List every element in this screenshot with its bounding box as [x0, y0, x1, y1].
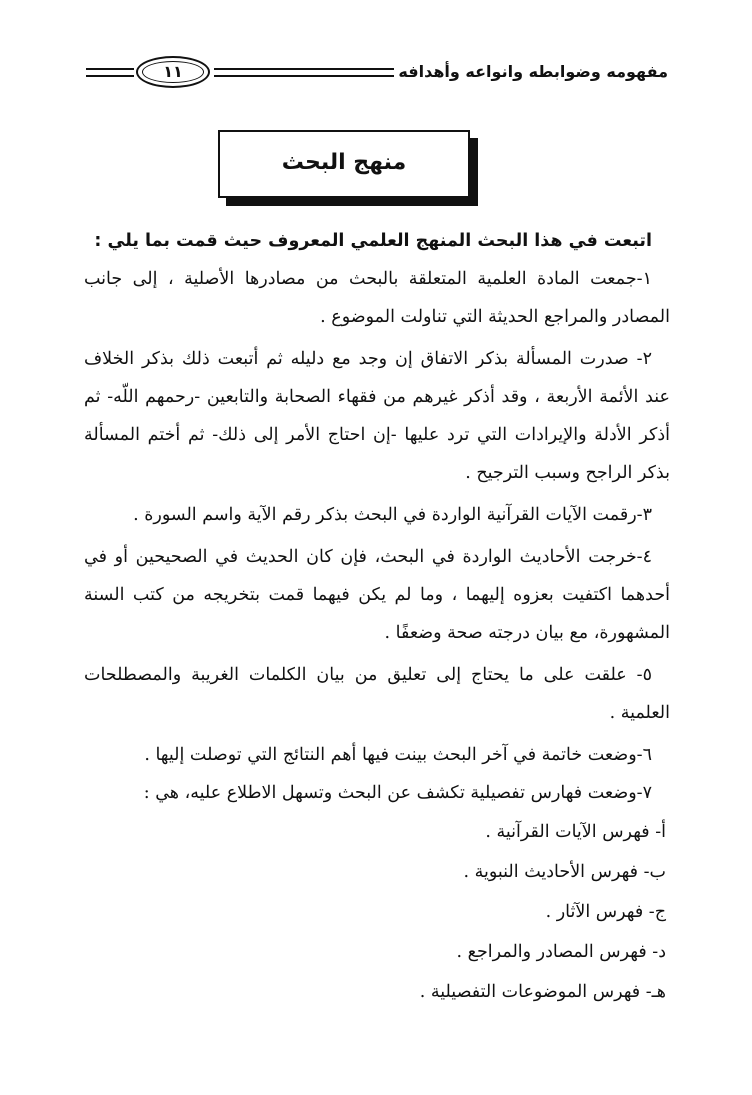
intro-paragraph: اتبعت في هذا البحث المنهج العلمي المعروف حيث قمت بما يلي : — [94, 231, 652, 251]
index-item-e: هـ- فهرس الموضوعات التفصيلية . — [419, 982, 666, 1002]
index-item-d: د- فهرس المصادر والمراجع . — [456, 942, 666, 962]
method-item-7: ٧-وضعت فهارس تفصيلية تكشف عن البحث وتسهل الاطلاع عليه، هي : — [143, 783, 652, 803]
method-item-3: ٣-رقمت الآيات القرآنية الواردة في البحث بذكر رقم الآية واسم السورة . — [133, 505, 652, 525]
method-item-1: ١-جمعت المادة العلمية المتعلقة بالبحث من مصادرها الأصلية ، إلى جانب المصادر والمراجع الحديثة التي تناولت الموضوع . — [84, 269, 670, 327]
index-item-b: ب- فهرس الأحاديث النبوية . — [463, 862, 666, 882]
index-item-a: أ- فهرس الآيات القرآنية . — [485, 822, 666, 842]
method-item-2: ٢- صدرت المسألة بذكر الاتفاق إن وجد مع دليله ثم أتبعت ذلك بذكر الخلاف عند الأئمة الأربعة ، وقد أذكر غيرهم من فقهاء الصحابة والتابعين -رحمهم اللّه- ثم أذكر الأدلة والإيرادات التي ترد عليها -إن احتاج الأمر إلى ذلك- ثم أختم المسألة بذكر الراجح وسبب الترجيح . — [84, 349, 670, 483]
page-number: ١١ — [136, 56, 210, 88]
section-title-box — [218, 130, 470, 198]
header-rule-end — [86, 68, 134, 77]
running-header — [86, 56, 668, 96]
index-item-c: ج- فهرس الآثار . — [545, 902, 666, 922]
body-text — [84, 222, 670, 1012]
method-item-4: ٤-خرجت الأحاديث الواردة في البحث، فإن كان الحديث في الصحيحين أو في أحدهما اكتفيت بعزوه إليهما ، وما لم يكن فيهما قمت بتخريجه من كتب السنة المشهورة، مع بيان درجته صحة وضعفًا . — [84, 547, 670, 643]
section-title: منهج البحث — [218, 130, 470, 198]
method-item-5: ٥- علقت على ما يحتاج إلى تعليق من بيان الكلمات الغريبة والمصطلحات العلمية . — [84, 665, 670, 723]
method-item-6: ٦-وضعت خاتمة في آخر البحث بينت فيها أهم النتائج التي توصلت إليها . — [144, 745, 652, 765]
header-rule — [214, 68, 394, 77]
running-title: مفهومه وضوابطه وانواعه وأهدافه — [398, 62, 668, 81]
